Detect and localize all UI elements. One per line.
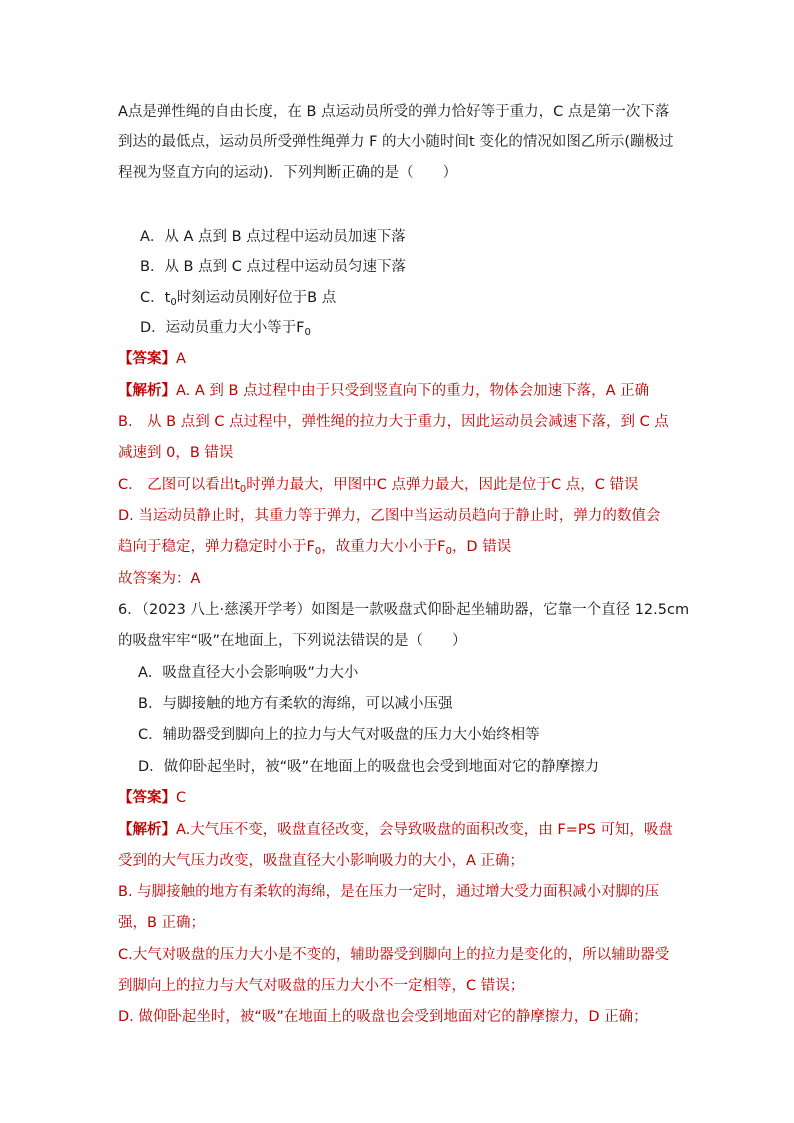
q6-analysis-c1: C.大气对吸盘的压力大小是不变的，辅助器受到脚向上的拉力是变化的，所以辅助器受 — [118, 947, 670, 963]
q6-stem-line-1: 6．（2023 八上·慈溪开学考）如图是一款吸盘式仰卧起坐辅助器，它靠一个直径 12.5cm — [118, 602, 690, 618]
q5-option-a: A．从 A 点到 B 点过程中运动员加速下落 — [140, 229, 406, 245]
q5-option-b: B．从 B 点到 C 点过程中运动员匀速下落 — [140, 259, 406, 275]
q6-answer: 【答案】C — [118, 790, 187, 806]
q5-analysis-d1: D. 当运动员静止时，其重力等于弹力，乙图中当运动员趋向于静止时，弹力的数值会 — [118, 508, 661, 524]
intro-line-2: 到达的最低点，运动员所受弹性绳弹力 F 的大小随时间t 变化的情况如图乙所示(蹦极过 — [118, 134, 674, 150]
q6-option-c: C．辅助器受到脚向上的拉力与大气对吸盘的压力大小始终相等 — [138, 727, 540, 743]
q6-analysis-b1: B. 与脚接触的地方有柔软的海绵，是在压力一定时，通过增大受力面积减小对脚的压 — [118, 884, 660, 900]
q5-analysis-c: C. 乙图可以看出$t_0$时弹力最大，甲图中C 点弹力最大，因此是位于C 点，C 错误 — [118, 477, 639, 495]
q6-option-a: A．吸盘直径大小会影响吸”力大小 — [138, 665, 359, 681]
q6-option-b: B．与脚接触的地方有柔软的海绵，可以减小压强 — [138, 696, 453, 712]
q6-option-d: D．做仰卧起坐时，被“吸”在地面上的吸盘也会受到地面对它的静摩擦力 — [138, 759, 600, 775]
q6-analysis-c2: 到脚向上的拉力与大气对吸盘的压力大小不一定相等，C 错误； — [118, 978, 525, 994]
q6-analysis-a1: 【解析】A.大气压不变，吸盘直径改变，会导致吸盘的面积改变，由 F=PS 可知，吸盘 — [118, 822, 673, 838]
q5-answer: 【答案】A — [118, 351, 186, 367]
q5-analysis-a: 【解析】A. A 到 B 点过程中由于只受到竖直向下的重力，物体会加速下落，A 正确 — [118, 383, 650, 399]
q5-option-c: C．$t_0$时刻运动员刚好位于B 点 — [140, 290, 337, 308]
q5-analysis-d2: 趋向于稳定，弹力稳定时小于$F_0$，故重力大小小于$F_0$，D 错误 — [118, 539, 512, 557]
q6-analysis-b2: 强，B 正确； — [118, 915, 206, 931]
intro-line-3: 程视为竖直方向的运动)．下列判断正确的是（ ） — [118, 165, 458, 181]
q5-analysis-b2: 减速到 0，B 错误 — [118, 445, 234, 461]
q5-conclusion: 故答案为：A — [118, 571, 201, 587]
q5-analysis-b1: B. 从 B 点到 C 点过程中，弹性绳的拉力大于重力，因此运动员会减速下落，到 C 点 — [118, 414, 669, 430]
q6-stem-line-2: 的吸盘牢牢“吸”在地面上，下列说法错误的是（ ） — [118, 633, 467, 649]
q6-analysis-d1: D. 做仰卧起坐时，被“吸”在地面上的吸盘也会受到地面对它的静摩擦力，D 正确； — [118, 1009, 648, 1025]
q6-analysis-a2: 受到的大气压力改变，吸盘直径大小影响吸力的大小，A 正确； — [118, 853, 525, 869]
q5-option-d: D．运动员重力大小等于$F_0$ — [140, 320, 311, 338]
intro-line-1: A点是弹性绳的自由长度，在 B 点运动员所受的弹力恰好等于重力，C 点是第一次下落 — [118, 104, 670, 120]
